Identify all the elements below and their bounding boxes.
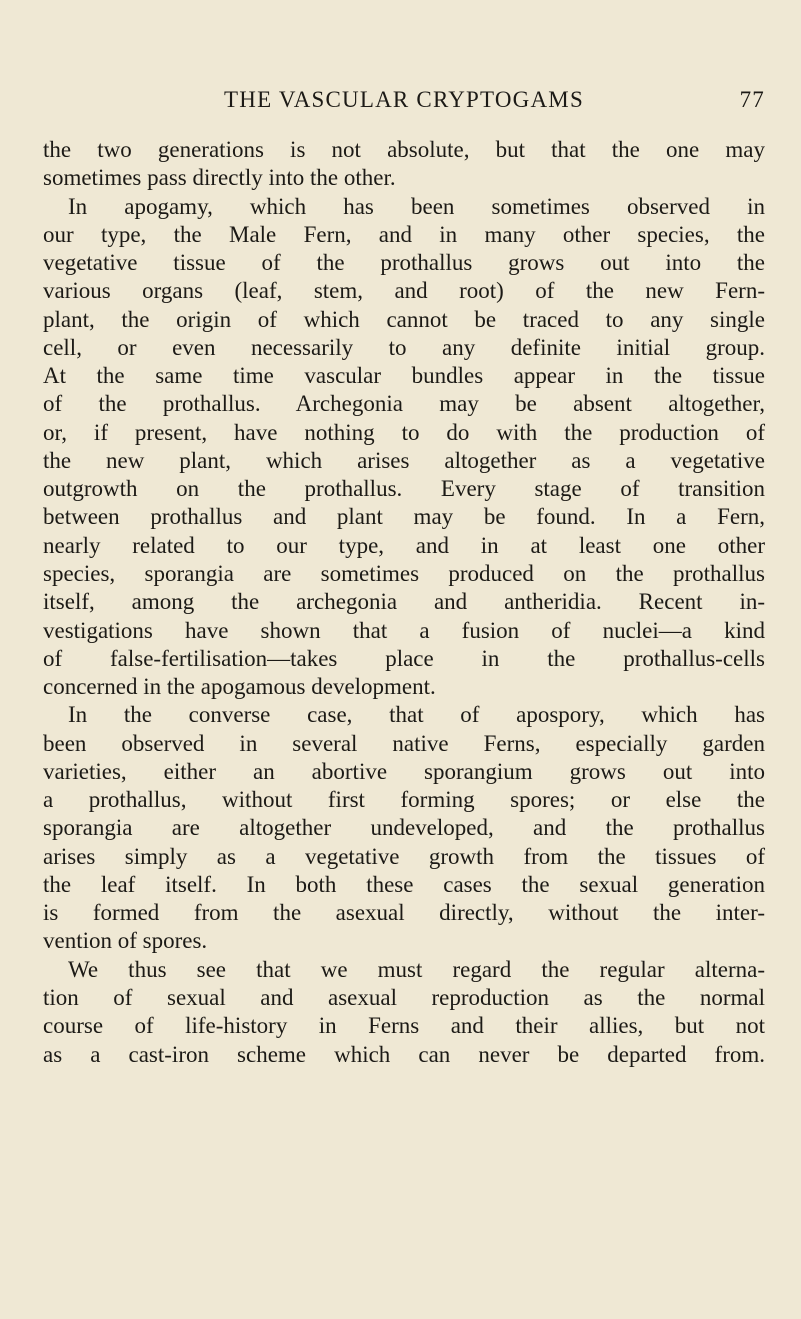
text-line: concerned in the apogamous development.: [43, 674, 436, 700]
text-line: our type, the Male Fern, and in many other species, the: [43, 221, 765, 247]
text-line: arises simply as a vegetative growth from the tissues of: [43, 843, 765, 869]
text-line: been observed in several native Ferns, especially garden: [43, 730, 765, 756]
text-line: In the converse case, that of apospory, which has: [68, 702, 765, 728]
text-line: sometimes pass directly into the other.: [43, 165, 396, 191]
text-line: vestigations have shown that a fusion of nuclei—a kind: [43, 617, 765, 643]
page-number: 77: [739, 87, 765, 112]
text-line: nearly related to our type, and in at least one other: [43, 532, 765, 558]
text-line: of false-fertilisation—takes place in the prothallus-cells: [43, 645, 765, 671]
running-head: [43, 87, 765, 117]
text-line: as a cast-iron scheme which can never be departed from.: [43, 1041, 765, 1067]
text-line: varieties, either an abortive sporangium grows out into: [43, 758, 765, 784]
text-line: vegetative tissue of the prothallus grows out into the: [43, 250, 765, 276]
text-line: plant, the origin of which cannot be traced to any single: [43, 306, 765, 332]
text-line: In apogamy, which has been sometimes observed in: [68, 193, 765, 219]
text-line: the leaf itself. In both these cases the sexual generation: [43, 871, 765, 897]
text-line: outgrowth on the prothallus. Every stage of transition: [43, 476, 765, 502]
text-line: the two generations is not absolute, but that the one may: [43, 137, 765, 162]
body-text: [43, 136, 765, 1069]
text-line: of the prothallus. Archegonia may be absent altogether,: [43, 391, 765, 417]
text-line: At the same time vascular bundles appear in the tissue: [43, 363, 765, 389]
text-line: course of life-history in Ferns and their allies, but not: [43, 1013, 765, 1039]
text-line: or, if present, have nothing to do with the production of: [43, 419, 765, 445]
text-line: a prothallus, without first forming spores; or else the: [43, 787, 765, 813]
text-line: itself, among the archegonia and antheridia. Recent in-: [43, 589, 765, 615]
text-line: between prothallus and plant may be found. In a Fern,: [43, 504, 765, 530]
text-line: sporangia are altogether undeveloped, and the prothallus: [43, 815, 765, 841]
text-line: various organs (leaf, stem, and root) of the new Fern-: [43, 278, 765, 304]
text-line: cell, or even necessarily to any definite initial group.: [43, 334, 765, 360]
text-line: vention of spores.: [43, 928, 208, 954]
running-title: THE VASCULAR CRYPTOGAMS: [224, 87, 584, 112]
text-line: is formed from the asexual directly, without the inter-: [43, 900, 765, 926]
text-line: tion of sexual and asexual reproduction as the normal: [43, 984, 765, 1010]
text-line: the new plant, which arises altogether as a vegetative: [43, 447, 765, 473]
text-line: We thus see that we must regard the regular alterna-: [68, 956, 765, 982]
text-line: species, sporangia are sometimes produced on the prothallus: [43, 560, 765, 586]
